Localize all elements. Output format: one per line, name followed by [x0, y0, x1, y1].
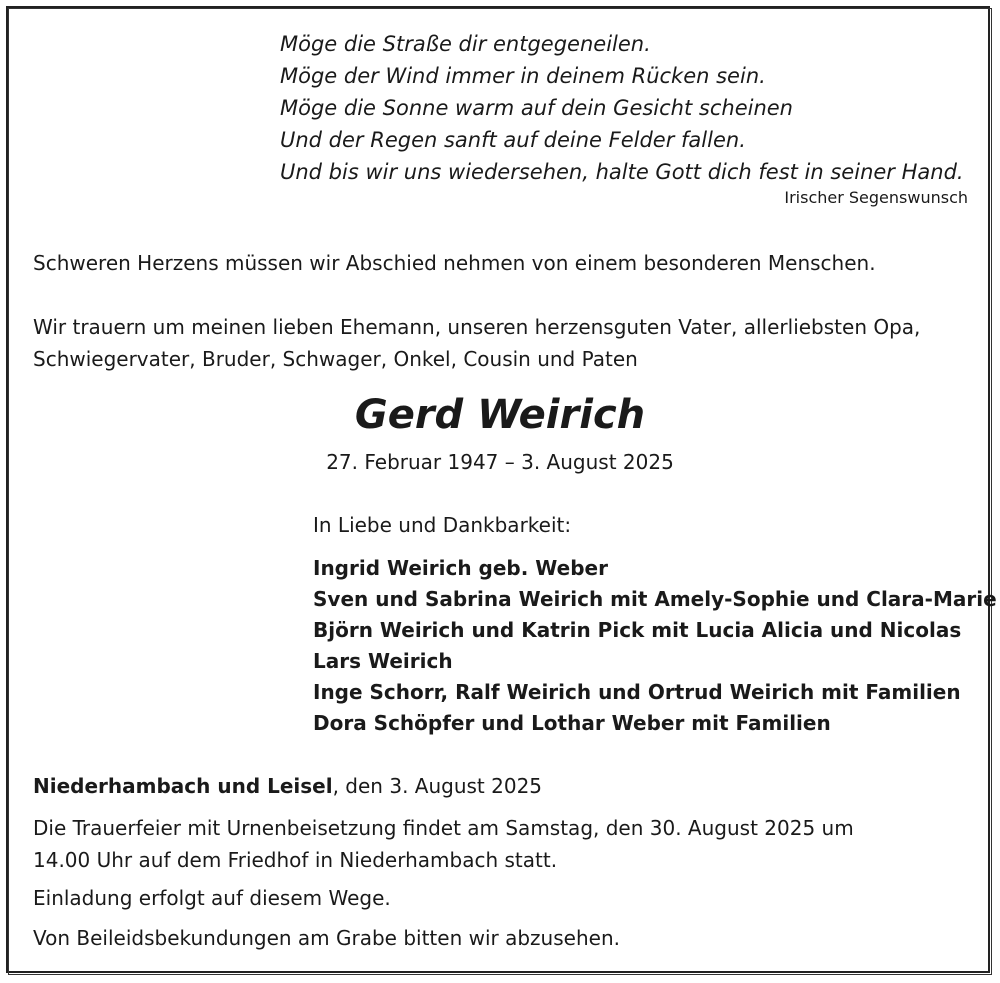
intro-line: Schweren Herzens müssen wir Abschied nehmen von einem besonderen Menschen.: [33, 251, 876, 275]
mourner: Ingrid Weirich geb. Weber: [313, 556, 608, 580]
family-intro: In Liebe und Dankbarkeit:: [313, 513, 572, 537]
funeral-info: [33, 812, 854, 876]
poem: [280, 28, 980, 188]
funeral-line: Die Trauerfeier mit Urnenbeisetzung findet am Samstag, den 30. August 2025 um: [33, 816, 854, 840]
mourning-text-line: Schwiegervater, Bruder, Schwager, Onkel, Cousin und Paten: [33, 347, 638, 371]
mourner: Björn Weirich und Katrin Pick mit Lucia Alicia und Nicolas: [313, 618, 962, 642]
mourner: Dora Schöpfer und Lothar Weber mit Familien: [313, 711, 831, 735]
place-date-line: [33, 770, 542, 802]
mourners-list: [313, 553, 997, 739]
poem-line: Möge die Straße dir entgegeneilen.: [280, 32, 651, 56]
condolences-text: Von Beileidsbekundungen am Grabe bitten wir abzusehen.: [33, 926, 620, 950]
mourning-text: [33, 311, 920, 375]
mourner: Sven und Sabrina Weirich mit Amely-Sophie und Clara-Marie: [313, 587, 997, 611]
invitation-text: Einladung erfolgt auf diesem Wege.: [33, 886, 391, 910]
poem-line: Möge die Sonne warm auf dein Gesicht scheinen: [280, 96, 793, 120]
poem-line: Und bis wir uns wiedersehen, halte Gott dich fest in seiner Hand.: [280, 160, 964, 184]
poem-line: Und der Regen sanft auf deine Felder fallen.: [280, 128, 746, 152]
mourning-text-line: Wir trauern um meinen lieben Ehemann, unseren herzensguten Vater, allerliebsten Opa,: [33, 315, 921, 339]
poem-source: Irischer Segenswunsch: [784, 188, 968, 207]
mourner: Inge Schorr, Ralf Weirich und Ortrud Weirich mit Familien: [313, 680, 961, 704]
deceased-name: Gerd Weirich: [354, 392, 646, 438]
funeral-line: 14.00 Uhr auf dem Friedhof in Niederhambach statt.: [33, 848, 558, 872]
life-dates: 27. Februar 1947 – 3. August 2025: [326, 450, 674, 474]
poem-line: Möge der Wind immer in deinem Rücken sein.: [280, 64, 766, 88]
mourner: Lars Weirich: [313, 649, 453, 673]
date-text: , den 3. August 2025: [332, 774, 543, 798]
place-name: Niederhambach und Leisel: [33, 774, 333, 798]
